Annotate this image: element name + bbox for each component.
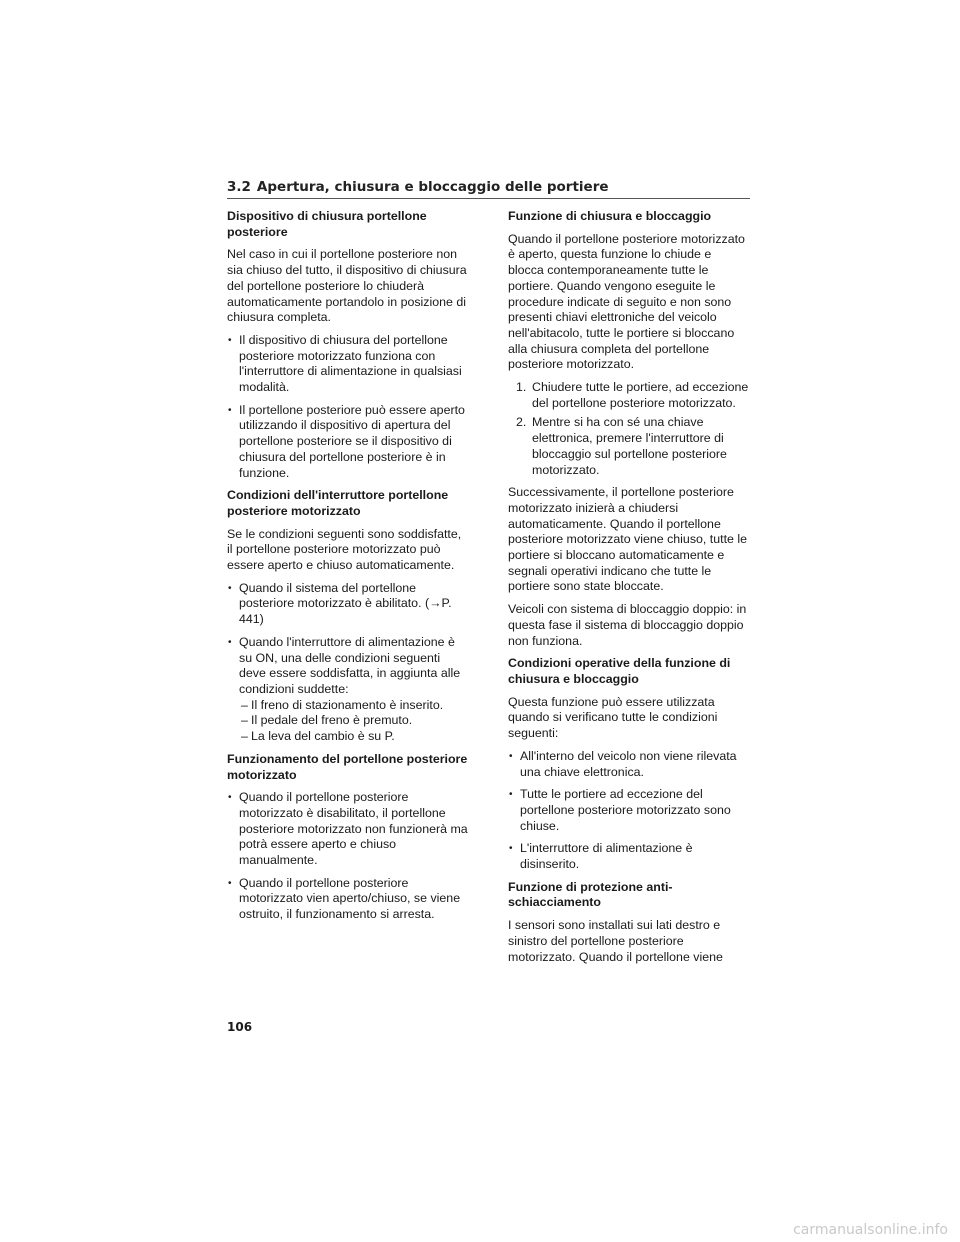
section-title: Apertura, chiusura e bloccaggio delle portiere	[256, 179, 609, 195]
heading-rear-closer: Dispositivo di chiusura portellone posteriore	[227, 209, 427, 239]
list-item: • Quando il portellone posteriore motorizzato è disabilitato, il portellone posteriore motorizzato non funzionerà ma potrà essere aperto e chiuso manualmente.	[227, 790, 469, 869]
list-item: • Il portellone posteriore può essere aperto utilizzando il dispositivo di apertura del portellone posteriore se il dispositivo di chiusura del portellone posteriore è in funzione.	[227, 403, 469, 482]
section-number: 3.2	[227, 179, 251, 195]
right-column	[508, 209, 750, 972]
list-item-text: Quando l'interruttore di alimentazione è su ON, una delle condizioni seguenti deve essere soddisfatta, in aggiunta alle condizioni suddette:	[239, 634, 461, 696]
step-number: 1.	[516, 380, 527, 395]
dash-item: – Il pedale del freno è premuto.	[241, 713, 469, 729]
bullet-list	[227, 333, 469, 481]
heading-operating-conditions: Condizioni operative della funzione di chiusura e bloccaggio	[508, 656, 731, 686]
dash-item: – La leva del cambio è su P.	[241, 729, 469, 745]
paragraph: Se le condizioni seguenti sono soddisfatte, il portellone posteriore motorizzato può essere aperto e chiuso automaticamente.	[227, 526, 462, 573]
list-item: • All'interno del veicolo non viene rilevata una chiave elettronica.	[508, 749, 750, 780]
paragraph: Questa funzione può essere utilizzata quando si verificano tutte le condizioni seguenti:	[508, 694, 718, 741]
paragraph: Quando il portellone posteriore motorizzato è aperto, questa funzione lo chiude e blocca contemporaneamente tutte le portiere. Quando vengono eseguite le procedure indicate di seguito e non sono presenti chiavi elettroniche del veicolo nell'abitacolo, tutte le portiere si bloccano alla chiusura completa del portellone posteriore motorizzato.	[508, 231, 745, 372]
heading-close-lock: Funzione di chiusura e bloccaggio	[508, 209, 712, 223]
list-item: • Tutte le portiere ad eccezione del portellone posteriore motorizzato sono chiuse.	[508, 787, 750, 834]
numbered-list	[508, 380, 750, 478]
left-column	[227, 209, 469, 930]
list-item: • L'interruttore di alimentazione è disinserito.	[508, 841, 750, 872]
page-number: 106	[227, 1020, 253, 1034]
heading-switch-conditions: Condizioni dell'interruttore portellone posteriore motorizzato	[227, 488, 449, 518]
step-number: 2.	[516, 415, 527, 430]
heading-anti-pinch: Funzione di protezione anti-schiacciamento	[508, 879, 673, 910]
step-text: Chiudere tutte le portiere, ad eccezione del portellone posteriore motorizzato.	[532, 380, 749, 410]
dash-item: – Il freno di stazionamento è inserito.	[241, 698, 469, 714]
section-header	[227, 179, 750, 199]
list-item	[227, 635, 469, 745]
paragraph: I sensori sono installati sui lati destro e sinistro del portellone posteriore motorizzato. Quando il portellone viene	[508, 918, 723, 964]
bullet-list	[227, 581, 469, 745]
bullet-list	[508, 749, 750, 873]
watermark: carmanualsonline.info	[793, 1222, 948, 1238]
bullet-list	[227, 790, 469, 923]
list-item: • Quando il portellone posteriore motorizzato vien aperto/chiuso, se viene ostruito, il funzionamento si arresta.	[227, 876, 469, 923]
dash-list	[239, 698, 469, 745]
heading-operation: Funzionamento del portellone posteriore motorizzato	[227, 751, 468, 782]
step-item	[516, 415, 750, 478]
list-item: • Quando il sistema del portellone posteriore motorizzato è abilitato. (→P. 441)	[227, 581, 469, 628]
paragraph: Nel caso in cui il portellone posteriore non sia chiuso del tutto, il dispositivo di chiusura del portellone posteriore lo chiuderà automaticamente portandolo in posizione di chiusura completa.	[227, 247, 467, 325]
step-item	[516, 380, 750, 411]
paragraph: Veicoli con sistema di bloccaggio doppio: in questa fase il sistema di bloccaggio doppio non funziona.	[508, 602, 747, 648]
paragraph: Successivamente, il portellone posteriore motorizzato inizierà a chiudersi automaticamente. Quando il portellone posteriore motorizzato viene chiuso, tutte le portiere si bloccano automaticamente e segnali operativi indicano che tutte le portiere sono state bloccate.	[508, 485, 747, 594]
step-text: Mentre si ha con sé una chiave elettronica, premere l'interruttore di bloccaggio sul portellone posteriore motorizzato.	[532, 415, 727, 477]
list-item: • Il dispositivo di chiusura del portellone posteriore motorizzato funziona con l'interruttore di alimentazione in qualsiasi modalità.	[227, 333, 469, 396]
